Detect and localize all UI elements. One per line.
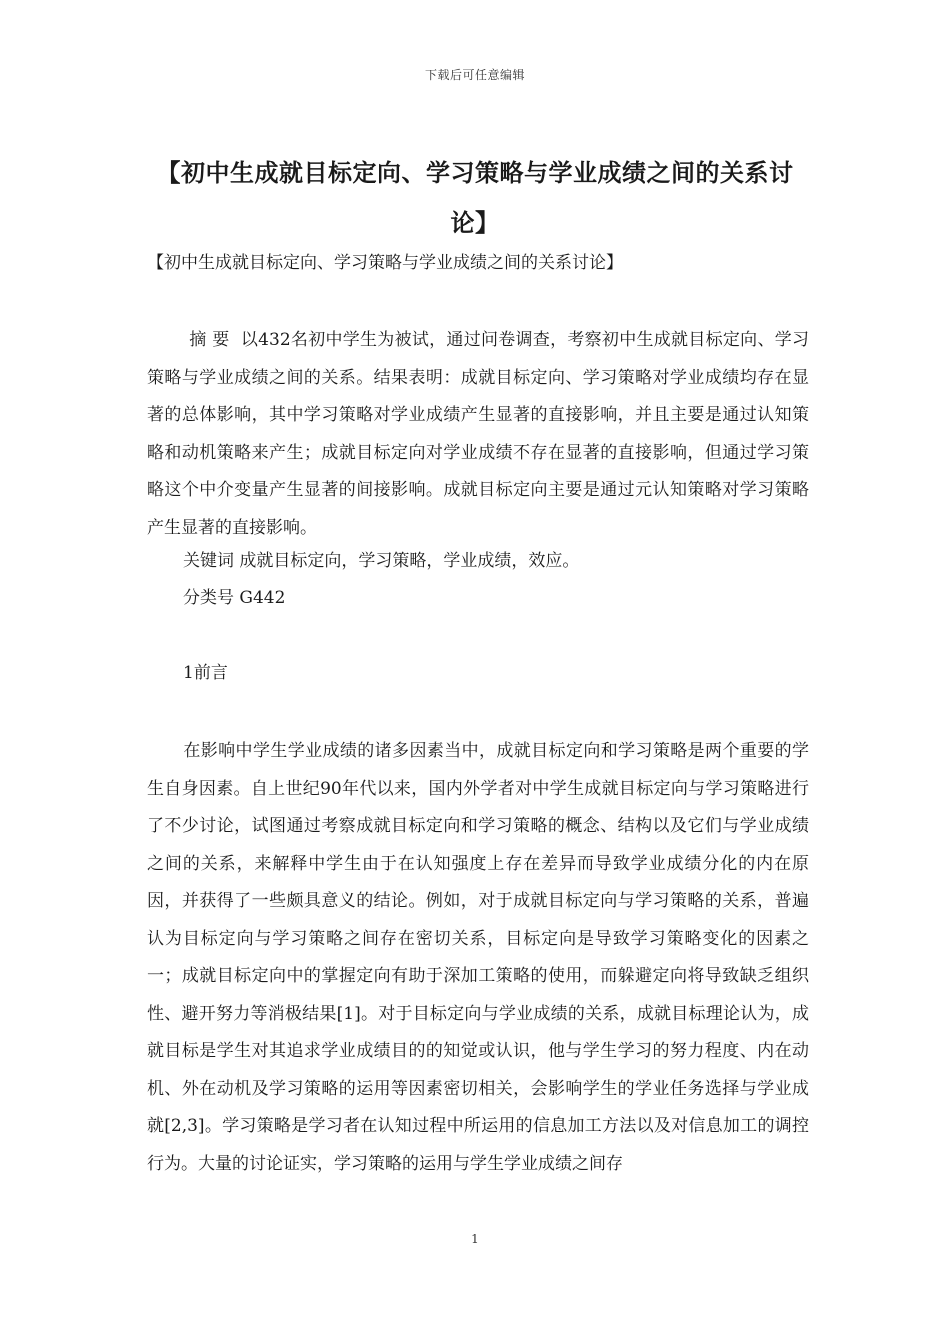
classification-text: G442 (239, 588, 286, 608)
body-paragraph (147, 733, 809, 1183)
keywords-label: 关键词 (183, 551, 234, 571)
document-subtitle: 【初中生成就目标定向、学习策略与学业成绩之间的关系讨论】 (147, 253, 623, 273)
abstract-label: 摘 要 (189, 330, 230, 350)
abstract-text: 以432名初中学生为被试，通过问卷调查，考察初中生成就目标定向、学习策略与学业成绩之间的关系。结果表明：成就目标定向、学习策略对学业成绩均存在显著的总体影响，其中学习策略对学业成绩产生显著的直接影响，并且主要是通过认知策略和动机策略来产生；成就目标定向对学业成绩不存在显著的直接影响，但通过学习策略这个中介变量产生显著的间接影响。成就目标定向主要是通过元认知策略对学习策略产生显著的直接影响。 (147, 330, 810, 538)
classification-label: 分类号 (183, 588, 234, 608)
keywords-text: 成就目标定向，学习策略，学业成绩，效应。 (239, 551, 580, 571)
classification-line (183, 585, 285, 611)
section-heading: 1前言 (183, 663, 228, 683)
header-note: 下载后可任意编辑 (424, 68, 525, 82)
page-number: 1 (471, 1232, 479, 1246)
body-paragraph-text: 在影响中学生学业成绩的诸多因素当中，成就目标定向和学习策略是两个重要的学生自身因素。自上世纪90年代以来，国内外学者对中学生成就目标定向与学习策略进行了不少讨论，试图通过考察成就目标定向和学习策略的概念、结构以及它们与学业成绩之间的关系，来解释中学生由于在认知强度上存在差异而导致学业成绩分化的内在原因，并获得了一些颇具意义的结论。例如，对于成就目标定向与学习策略的关系，普遍认为目标定向与学习策略之间存在密切关系，目标定向是导致学习策略变化的因素之一；成就目标定向中的掌握定向有助于深加工策略的使用，而躲避定向将导致缺乏组织性、避开努力等消极结果[1]。对于目标定向与学业成绩的关系，成就目标理论认为，成就目标是学生对其追求学业成绩目的的知觉或认识，他与学生学习的努力程度、内在动机、外在动机及学习策略的运用等因素密切相关，会影响学生的学业任务选择与学业成就[2,3]。学习策略是学习者在认知过程中所运用的信息加工方法以及对信息加工的调控行为。大量的讨论证实，学习策略的运用与学生学业成绩之间存 (147, 741, 809, 1174)
keywords-line (183, 548, 579, 574)
abstract-paragraph (147, 322, 809, 547)
document-title: 【初中生成就目标定向、学习策略与学业成绩之间的关系讨论】 (156, 159, 794, 237)
